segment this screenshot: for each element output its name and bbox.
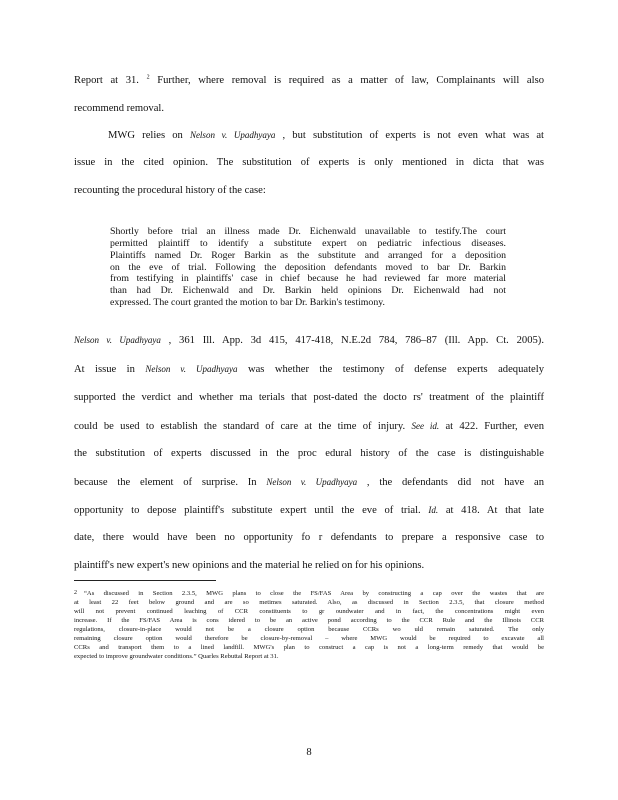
body-line-13: plaintiff's new expert's new opinions and the material he relied on for his opinions. <box>74 560 425 571</box>
case-citation: Nelson v. Upadhyaya , 361 Ill. App. 3d 415, 417-418, N.E.2d 784, 786–87 (Ill. App. Ct. 2005). <box>74 335 544 346</box>
footnote-separator <box>74 580 216 581</box>
body-line-9: the substitution of experts discussed in the proc edural history of the case is distinguishable <box>74 448 544 459</box>
footnote-marker: 2 <box>74 590 77 596</box>
body-line-10: because the element of surprise. In Nelson v. Upadhyaya , the defendants did not have an <box>74 477 544 488</box>
footnote-line-8: expected to improve groundwater conditions.” Quarles Rebuttal Report at 31. <box>74 653 279 660</box>
body-line-8: could be used to establish the standard of care at the time of injury. See id. at 422. Further, even <box>74 421 545 432</box>
footnote-line-3: will not prevent continued leaching of CCR constituents to gr oundwater and in fact, the concentrations might even <box>74 608 544 615</box>
block-quote-line-4: on the eve of trial. Following the deposition defendants moved to bar Dr. Barkin <box>110 262 506 273</box>
footnote-line-5: regulations, closure-in-place would not be a closure option because CCRs wo uld remain saturated. The only <box>74 626 544 633</box>
block-quote-line-1: Shortly before trial an illness made Dr. Eichenwald unavailable to testify.The court <box>110 226 506 237</box>
footnote-line-1: “As discussed in Section 2.3.5, MWG plans to close the FS/FAS Area by constructing a cap over the wastes that are <box>84 590 544 597</box>
body-line-4: issue in the cited opinion. The substitution of experts is only mentioned in dicta that was <box>74 157 544 168</box>
body-line-3: MWG relies on Nelson v. Upadhyaya , but substitution of experts is not even what was at <box>108 130 544 141</box>
body-line-12: date, there would have been no opportunity fo r defendants to prepare a responsive case to <box>74 532 544 543</box>
body-line-7: supported the verdict and whether ma terials that post-dated the docto rs' treatment of the plaintiff <box>74 392 544 403</box>
block-quote-line-2: permitted plaintiff to identify a substitute expert on pediatric infectious diseases. <box>110 238 506 249</box>
body-line-2: recommend removal. <box>74 103 165 114</box>
block-quote-line-7: expressed. The court granted the motion to bar Dr. Barkin's testimony. <box>110 297 385 308</box>
block-quote-line-3: Plaintiffs named Dr. Roger Barkin as the substitute and arranged for a deposition <box>110 250 506 261</box>
footnote-line-7: CCRs and transport them to a lined landfill. MWG's plan to construct a cap is not a long-term remedy that would be <box>74 644 544 651</box>
footnote-line-4: increase. If the FS/FAS Area is cons idered to be an active pond according to the CCR Rule and the Illinois CCR <box>74 617 544 624</box>
body-line-1: Report at 31. $^2$ Further, where removal is required as a matter of law, Complainants will also <box>74 74 544 86</box>
body-line-5: recounting the procedural history of the case: <box>74 185 266 196</box>
body-line-6: At issue in Nelson v. Upadhyaya was whether the testimony of defense experts adequately <box>74 364 544 375</box>
footnote-reference: 2 <box>146 74 150 81</box>
page-number: 8 <box>306 747 312 758</box>
block-quote-line-5: from testifying in plaintiffs' case in chief because he had reviewed far more material <box>110 273 506 284</box>
case-name: Nelson v. Upadhyaya <box>189 130 276 140</box>
block-quote-line-6: than had Dr. Eichenwald and Dr. Barkin held opinions Dr. Eichenwald had not <box>110 285 506 296</box>
body-line-11: opportunity to depose plaintiff's substitute expert until the eve of trial. Id. at 418. At that late <box>74 505 544 516</box>
footnote-line-6: remaining closure option would therefore be closure-by-removal – where MWG would be required to excavate all <box>74 635 544 642</box>
footnote-line-2: at least 22 feet below ground and are so metimes saturated. Also, as discussed in Section 2.3.5, that closure method <box>74 599 544 606</box>
